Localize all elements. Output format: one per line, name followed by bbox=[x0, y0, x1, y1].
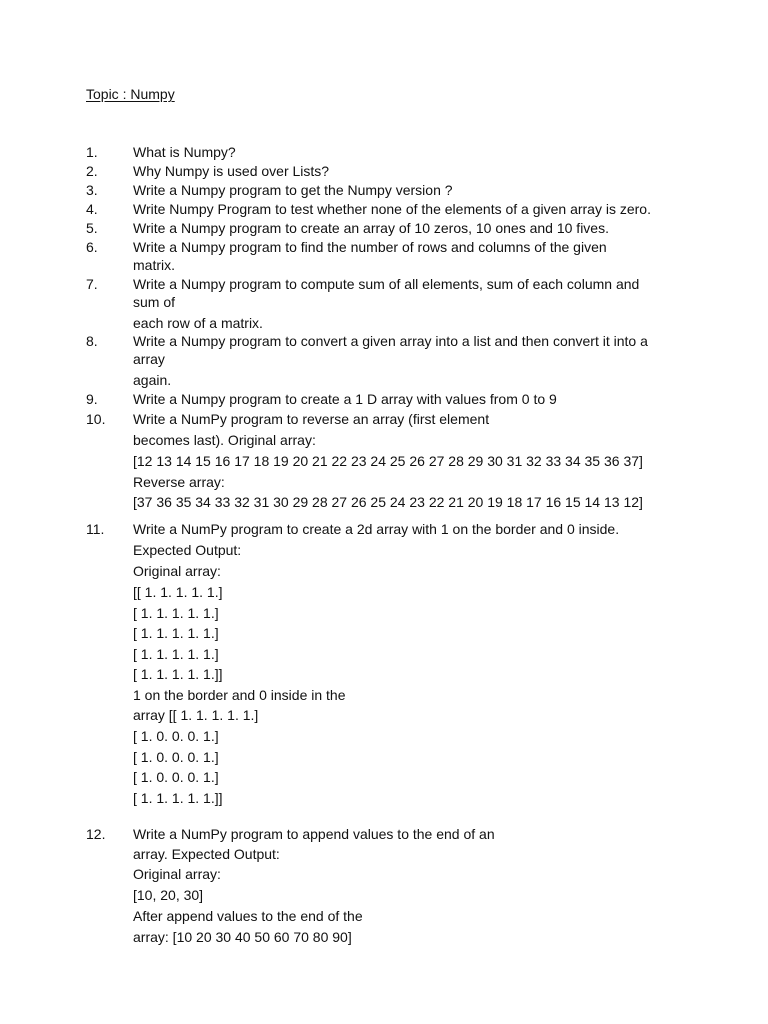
list-item-text-line: Write a NumPy program to append values to the end of an bbox=[133, 826, 495, 842]
list-item-number: 1. bbox=[86, 144, 98, 160]
list-item-number: 4. bbox=[86, 201, 98, 217]
list-item-text-line: Write a Numpy program to create a 1 D array with values from 0 to 9 bbox=[133, 391, 557, 407]
list-item-text-line: Write a Numpy program to compute sum of all elements, sum of each column and bbox=[133, 276, 640, 292]
list-item-text-line: becomes last). Original array: bbox=[133, 432, 316, 448]
list-item-text-line: array. Expected Output: bbox=[133, 846, 280, 862]
list-item-text-line: Why Numpy is used over Lists? bbox=[133, 163, 330, 179]
list-item-text-line: matrix. bbox=[133, 257, 175, 273]
list-item-text-line: sum of bbox=[133, 294, 176, 310]
list-item-text-line: Expected Output: bbox=[133, 542, 242, 558]
list-item-number: 3. bbox=[86, 182, 98, 198]
list-item-text-line: [ 1. 1. 1. 1. 1.] bbox=[133, 646, 219, 662]
list-item-text-line: [37 36 35 34 33 32 31 30 29 28 27 26 25 24 23 22 21 20 19 18 17 16 15 14 13 12] bbox=[133, 494, 643, 510]
list-item-text-line: each row of a matrix. bbox=[133, 315, 263, 331]
list-item-text-line: Write a Numpy program to get the Numpy version ? bbox=[133, 182, 453, 198]
list-item-text-line: What is Numpy? bbox=[133, 144, 236, 160]
page-title: Topic : Numpy bbox=[86, 86, 175, 102]
list-item-text-line: Write a NumPy program to create a 2d array with 1 on the border and 0 inside. bbox=[133, 521, 620, 537]
list-item-text-line: [ 1. 0. 0. 0. 1.] bbox=[133, 769, 219, 785]
list-item-text-line: Reverse array: bbox=[133, 474, 225, 490]
list-item-text-line: Write a NumPy program to reverse an array (first element bbox=[133, 411, 490, 427]
list-item-number: 5. bbox=[86, 220, 98, 236]
list-item-text-line: Write a Numpy program to create an array of 10 zeros, 10 ones and 10 fives. bbox=[133, 220, 609, 236]
list-item-text-line: [ 1. 1. 1. 1. 1.] bbox=[133, 625, 219, 641]
list-item-text-line: 1 on the border and 0 inside in the bbox=[133, 687, 346, 703]
list-item-text-line: [ 1. 0. 0. 0. 1.] bbox=[133, 749, 219, 765]
list-item-text-line: array [[ 1. 1. 1. 1. 1.] bbox=[133, 707, 259, 723]
list-item-text-line: [ 1. 1. 1. 1. 1.]] bbox=[133, 790, 223, 806]
list-item-text-line: [ 1. 1. 1. 1. 1.]] bbox=[133, 666, 223, 682]
list-item-text-line: [12 13 14 15 16 17 18 19 20 21 22 23 24 25 26 27 28 29 30 31 32 33 34 35 36 37] bbox=[133, 453, 643, 469]
list-item-number: 11. bbox=[86, 521, 105, 537]
list-item-text-line: Write a Numpy program to convert a given array into a list and then convert it into a bbox=[133, 333, 648, 349]
list-item-text-line: Original array: bbox=[133, 563, 221, 579]
list-item-number: 7. bbox=[86, 276, 98, 292]
list-item-number: 9. bbox=[86, 391, 98, 407]
list-item-number: 6. bbox=[86, 239, 98, 255]
list-item-text-line: [ 1. 1. 1. 1. 1.] bbox=[133, 605, 219, 621]
list-item-text-line: [ 1. 0. 0. 0. 1.] bbox=[133, 728, 219, 744]
list-item-number: 12. bbox=[86, 826, 106, 842]
list-item-text-line: After append values to the end of the bbox=[133, 908, 363, 924]
list-item-text-line: Original array: bbox=[133, 866, 221, 882]
list-item-text-line: Write Numpy Program to test whether none of the elements of a given array is zero. bbox=[133, 201, 651, 217]
list-item-text-line: [[ 1. 1. 1. 1. 1.] bbox=[133, 584, 223, 600]
list-item-number: 2. bbox=[86, 163, 98, 179]
list-item-number: 10. bbox=[86, 411, 106, 427]
list-item-text-line: again. bbox=[133, 372, 172, 388]
list-item-number: 8. bbox=[86, 333, 98, 349]
list-item-text-line: array: [10 20 30 40 50 60 70 80 90] bbox=[133, 929, 352, 945]
list-item-text-line: [10, 20, 30] bbox=[133, 887, 204, 903]
list-item-text-line: Write a Numpy program to find the number of rows and columns of the given bbox=[133, 239, 607, 255]
list-item-text-line: array bbox=[133, 351, 165, 367]
